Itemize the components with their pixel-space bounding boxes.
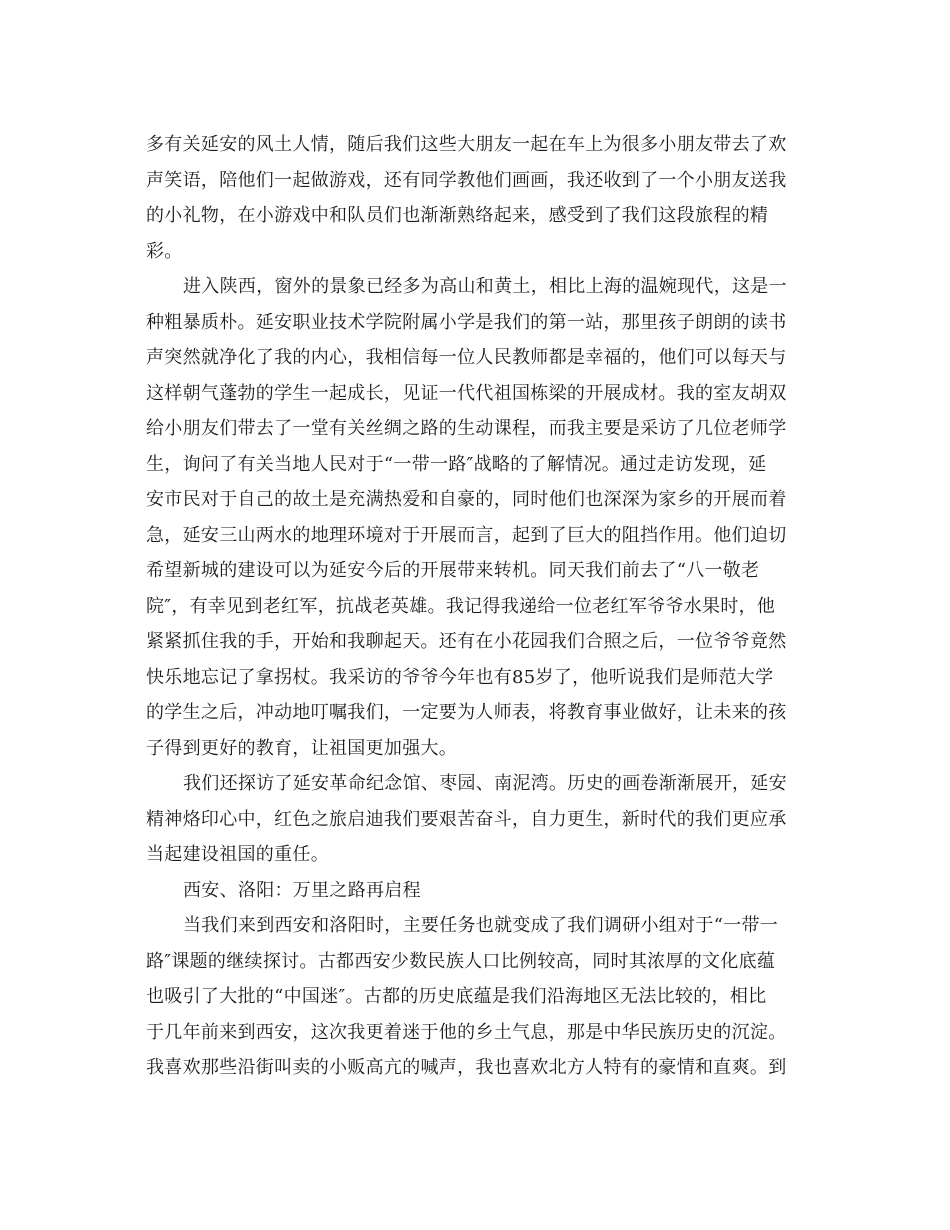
- document-body: [146, 127, 808, 1086]
- text-line: 子得到更好的教育，让祖国更加强大。: [146, 737, 458, 759]
- text-line: 紧紧抓住我的手，开始和我聊起天。还有在小花园我们合照之后，一位爷爷竟然: [146, 631, 787, 652]
- text-line: 也吸引了大批的“中国迷″。古都的历史底蕴是我们沿海地区无法比较的，相比: [146, 986, 767, 1007]
- section-heading: [146, 873, 808, 909]
- text-line: 当我们来到西安和洛阳时，主要任务也就变成了我们调研小组对于“一带一: [183, 915, 779, 936]
- text-line: 希望新城的建设可以为延安今后的开展带来转机。同天我们前去了“八一敬老: [146, 560, 760, 581]
- text-line: 急，延安三山两水的地理环境对于开展而言，起到了巨大的阻挡作用。他们迫切: [146, 524, 787, 546]
- text-line: 安市民对于自己的故土是充满热爱和自豪的，同时他们也深深为家乡的开展而着: [146, 489, 787, 510]
- paragraph-2: [146, 269, 808, 766]
- text-line: 进入陕西，窗外的景象已经多为高山和黄土，相比上海的温婉现代，这是一: [183, 276, 787, 297]
- text-line: 于几年前来到西安，这次我更着迷于他的乡土气息，那是中华民族历史的沉淀。: [146, 1021, 787, 1043]
- text-line: 我喜欢那些沿街叫卖的小贩高亢的喊声，我也喜欢北方人特有的豪情和直爽。到: [146, 1057, 787, 1078]
- text-line: 给小朋友们带去了一堂有关丝绸之路的生动课程，而我主要是采访了几位老师学: [146, 418, 787, 439]
- text-line: 声笑语，陪他们一起做游戏，还有同学教他们画画，我还收到了一个小朋友送我: [146, 169, 787, 191]
- text-line: 当起建设祖国的重任。: [146, 844, 329, 865]
- text-line: 快乐地忘记了拿拐杖。我采访的爷爷今年也有85岁了，他听说我们是师范大学: [146, 666, 774, 688]
- text-line: 院″，有幸见到老红军，抗战老英雄。我记得我递给一位老红军爷爷水果时，他: [146, 595, 776, 617]
- text-line: 我们还探访了延安革命纪念馆、枣园、南泥湾。历史的画卷渐渐展开，延安: [183, 773, 787, 794]
- text-line: 声突然就净化了我的内心，我相信每一位人民教师都是幸福的，他们可以每天与: [146, 347, 787, 368]
- text-line: 种粗暴质朴。延安职业技术学院附属小学是我们的第一站，那里孩子朗朗的读书: [146, 311, 787, 333]
- text-line: 精神烙印心中，红色之旅启迪我们要艰苦奋斗，自力更生，新时代的我们更应承: [146, 808, 787, 830]
- text-line: 这样朝气蓬勃的学生一起成长，见证一代代祖国栋梁的开展成材。我的室友胡双: [146, 382, 787, 404]
- text-line: 的小礼物，在小游戏中和队员们也渐渐熟络起来，感受到了我们这段旅程的精: [146, 205, 769, 226]
- section-heading-text: 西安、洛阳：万里之路再启程: [183, 879, 421, 901]
- text-line: 彩。: [146, 240, 183, 262]
- paragraph-5: [146, 908, 808, 1086]
- text-line: 多有关延安的风土人情，随后我们这些大朋友一起在车上为很多小朋友带去了欢: [146, 134, 787, 155]
- paragraph-3: [146, 766, 808, 873]
- text-line: 的学生之后，冲动地叮嘱我们，一定要为人师表，将教育事业做好，让未来的孩: [146, 702, 787, 723]
- text-line: 路″课题的继续探讨。古都西安少数民族人口比例较高，同时其浓厚的文化底蕴: [146, 950, 776, 972]
- text-line: 生，询问了有关当地人民对于“一带一路″战略的了解情况。通过走访发现，延: [146, 453, 767, 475]
- paragraph-1: [146, 127, 808, 269]
